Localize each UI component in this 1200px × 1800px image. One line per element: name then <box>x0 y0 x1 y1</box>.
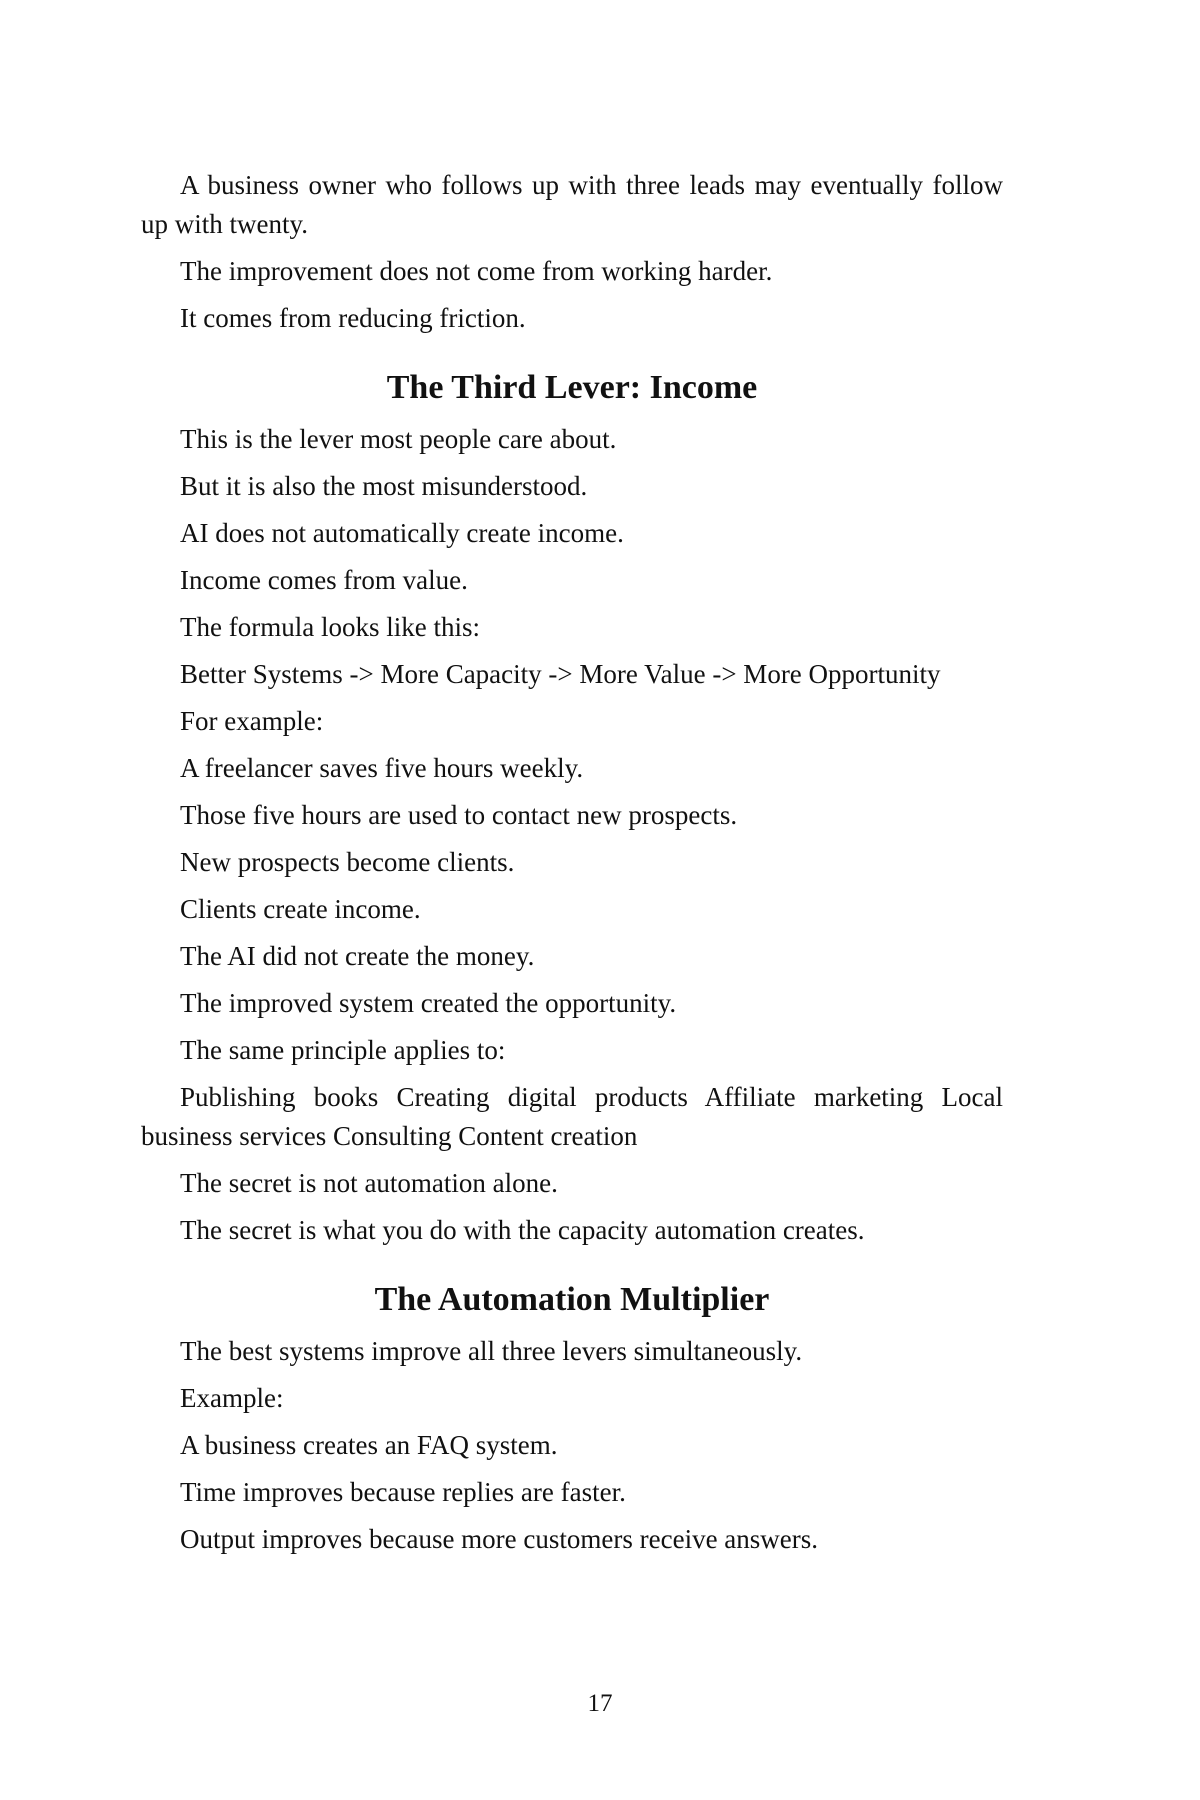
paragraph: A business owner who follows up with three leads may eventually follow up with twenty. <box>141 170 1003 239</box>
paragraph: It comes from reducing friction. <box>180 303 526 333</box>
page-body <box>141 166 1003 1567</box>
page-number: 17 <box>587 1690 613 1717</box>
paragraph: The formula looks like this: <box>180 612 480 642</box>
paragraph: The improved system created the opportunity. <box>180 988 677 1018</box>
paragraph: AI does not automatically create income. <box>180 518 624 548</box>
paragraph: But it is also the most misunderstood. <box>180 471 588 501</box>
paragraph: Output improves because more customers receive answers. <box>180 1524 819 1554</box>
paragraph: New prospects become clients. <box>180 847 515 877</box>
paragraph: A freelancer saves five hours weekly. <box>180 753 584 783</box>
section-heading: The Third Lever: Income <box>386 369 758 406</box>
paragraph: Income comes from value. <box>180 565 468 595</box>
paragraph: The same principle applies to: <box>180 1035 506 1065</box>
paragraph: Example: <box>180 1383 284 1413</box>
paragraph: This is the lever most people care about. <box>180 424 617 454</box>
paragraph: A business creates an FAQ system. <box>180 1430 558 1460</box>
paragraph: The AI did not create the money. <box>180 941 535 971</box>
paragraph: Those five hours are used to contact new prospects. <box>180 800 738 830</box>
paragraph: The improvement does not come from working harder. <box>180 256 773 286</box>
paragraph: Clients create income. <box>180 894 421 924</box>
paragraph: The best systems improve all three levers simultaneously. <box>180 1336 803 1366</box>
paragraph: The secret is not automation alone. <box>180 1168 558 1198</box>
paragraph: Time improves because replies are faster. <box>180 1477 626 1507</box>
section-heading: The Automation Multiplier <box>374 1281 770 1318</box>
paragraph: The secret is what you do with the capacity automation creates. <box>180 1215 865 1245</box>
paragraph: Publishing books Creating digital products Affiliate marketing Local business services Consulting Content creation <box>141 1082 1003 1151</box>
paragraph: For example: <box>180 706 324 736</box>
paragraph: Better Systems -> More Capacity -> More Value -> More Opportunity <box>180 659 941 689</box>
